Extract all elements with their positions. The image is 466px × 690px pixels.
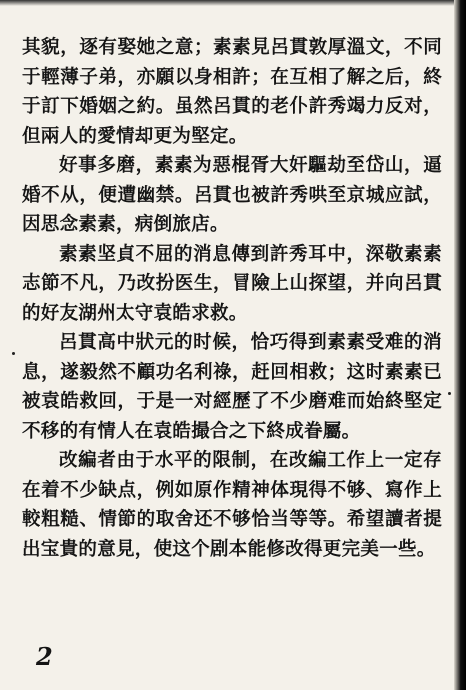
scan-edge-right	[454, 0, 466, 690]
ink-speck	[448, 392, 451, 395]
page-number: 2	[36, 642, 53, 671]
paragraph: 好事多磨，素素为惡棍胥大奸驅劫至岱山，逼婚不从，便遭幽禁。呂貫也被許秀哄至京城应試，因思念素素，病倒旅店。	[22, 155, 442, 235]
paragraph: 素素坚貞不屈的消息傳到許秀耳中，深敬素素志節不凡，乃改扮医生，冒險上山探望，并向呂貫的好友湖州太守袁皓求救。	[22, 243, 442, 324]
body-text	[22, 33, 442, 564]
paragraph: 改編者由于水平的限制，在改編工作上一定存在着不少缺点，例如原作精神体現得不够、寫作上較粗糙、情節的取舍还不够恰当等等。希望讀者提出宝貴的意見，使这个剧本能修改得更完美一些。	[22, 450, 442, 560]
ink-speck	[12, 352, 15, 355]
paragraph: 呂貫高中狀元的时候，恰巧得到素素受难的消息，遂毅然不顧功名利祿，赶回相救；这时素素已被袁皓救回，于是一对經歷了不少磨难而始終堅定不移的有情人在袁皓撮合之下終成眷屬。	[22, 332, 442, 442]
paragraph-continued: 其貌，逐有娶她之意；素素見呂貫敦厚溫文，不同于輕薄子弟，亦願以身相許；在互相了解之后，終于訂下婚姻之約。虽然呂貫的老仆許秀竭力反对，但兩人的愛情却更为堅定。	[22, 37, 442, 147]
scan-edge-top	[0, 0, 466, 6]
